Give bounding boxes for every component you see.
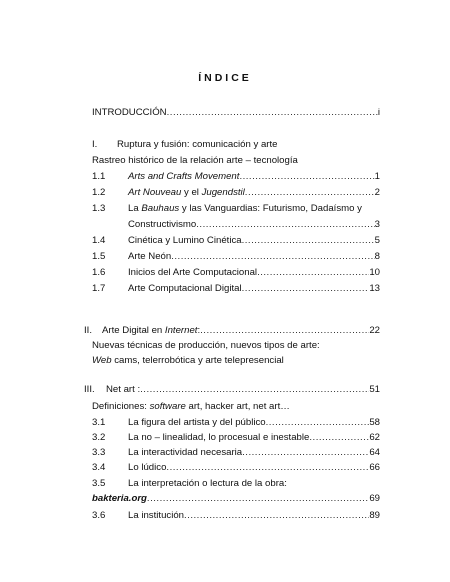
chapter-number: III. (84, 384, 95, 395)
toc-entry[interactable] (128, 171, 380, 183)
leader-dots (184, 510, 369, 522)
leader-dots (309, 432, 369, 444)
toc-page-number: 1 (374, 171, 380, 182)
toc-label: La interactividad necesaria (128, 447, 243, 458)
section-number: 3.4 (92, 462, 106, 473)
toc-page-number: 10 (369, 267, 380, 278)
section-number: 3.1 (92, 417, 106, 428)
toc-entry[interactable] (128, 417, 380, 429)
toc-entry[interactable] (92, 493, 380, 505)
section-number: 3.2 (92, 432, 106, 443)
toc-label: La institución (128, 510, 184, 521)
leader-dots (140, 384, 369, 396)
section-number: 1.2 (92, 187, 106, 198)
toc-page-number: 89 (369, 510, 380, 521)
leader-dots (167, 107, 378, 119)
leader-dots (147, 493, 369, 505)
toc-page-number: 13 (369, 283, 380, 294)
section-number: 1.7 (92, 283, 106, 294)
section-number: 3.5 (92, 478, 106, 489)
chapter-subtitle: Definiciones: software art, hacker art, net art… (92, 401, 290, 412)
toc-entry[interactable] (128, 187, 380, 199)
toc-label: Arte Digital en Internet: (102, 325, 201, 336)
toc-entry[interactable] (128, 251, 380, 263)
leader-dots (242, 235, 375, 247)
toc-page-number: 62 (369, 432, 380, 443)
leader-dots (266, 417, 370, 429)
leader-dots (196, 219, 374, 231)
toc-page-number: 66 (369, 462, 380, 473)
toc-page-number: 2 (374, 187, 380, 198)
section-number: 1.6 (92, 267, 106, 278)
chapter-subtitle: Nuevas técnicas de producción, nuevos tipos de arte: (92, 340, 320, 351)
toc-label: Net art : (106, 384, 141, 395)
section-number: 1.1 (92, 171, 106, 182)
toc-page-number: 5 (374, 235, 380, 246)
chapter-subtitle: Web cams, telerrobótica y arte telepresencial (92, 355, 284, 366)
leader-dots (242, 447, 369, 459)
toc-entry[interactable] (128, 510, 380, 522)
toc-page-number: 3 (374, 219, 380, 230)
toc-entry[interactable] (128, 267, 380, 279)
toc-entry[interactable] (128, 219, 380, 231)
toc-label: Inicios del Arte Computacional (128, 267, 258, 278)
toc-label[interactable]: La interpretación o lectura de la obra: (128, 478, 287, 489)
toc-entry[interactable] (128, 462, 380, 474)
leader-dots (200, 325, 369, 337)
leader-dots (245, 187, 375, 199)
leader-dots (171, 251, 374, 263)
chapter-number: II. (84, 325, 92, 336)
section-number: 3.6 (92, 510, 106, 521)
toc-label: Arte Computacional Digital (128, 283, 242, 294)
toc-label: bakteria.org (92, 493, 147, 504)
chapter-number: I. (92, 139, 98, 150)
toc-label: Arte Neón (128, 251, 172, 262)
toc-page-number: 51 (369, 384, 380, 395)
toc-page-number: 8 (374, 251, 380, 262)
toc-entry[interactable] (128, 283, 380, 295)
toc-label[interactable]: La Bauhaus y las Vanguardias: Futurismo, Dadaísmo y (128, 203, 362, 214)
toc-label: Constructivismo (128, 219, 197, 230)
toc-label: Cinética y Lumino Cinética (128, 235, 242, 246)
toc-label: La no – linealidad, lo procesual e inestable (128, 432, 310, 443)
leader-dots (257, 267, 369, 279)
leader-dots (166, 462, 369, 474)
page-title: ÍNDICE (198, 72, 252, 84)
toc-page-number: i (377, 107, 380, 118)
toc-entry[interactable] (128, 447, 380, 459)
section-number: 1.4 (92, 235, 106, 246)
toc-label: La figura del artista y del público (128, 417, 266, 428)
toc-label: INTRODUCCIÓN (92, 107, 167, 118)
toc-label: Arts and Crafts Movement (128, 171, 240, 182)
chapter-title[interactable]: Ruptura y fusión: comunicación y arte (117, 139, 278, 150)
toc-entry-chapter-2[interactable] (102, 325, 380, 337)
leader-dots (242, 283, 370, 295)
section-number: 3.3 (92, 447, 106, 458)
toc-page-number: 64 (369, 447, 380, 458)
toc-entry-intro[interactable] (92, 107, 380, 119)
toc-page-number: 58 (369, 417, 380, 428)
toc-entry-chapter-3[interactable] (106, 384, 380, 396)
toc-entry[interactable] (128, 432, 380, 444)
toc-label: Lo lúdico (128, 462, 167, 473)
section-number: 1.5 (92, 251, 106, 262)
toc-page-number: 69 (369, 493, 380, 504)
leader-dots (239, 171, 374, 183)
chapter-subtitle: Rastreo histórico de la relación arte – tecnología (92, 155, 298, 166)
toc-entry[interactable] (128, 235, 380, 247)
section-number: 1.3 (92, 203, 106, 214)
toc-page-number: 22 (369, 325, 380, 336)
toc-label: Art Nouveau y el Jugendstil (128, 187, 245, 198)
